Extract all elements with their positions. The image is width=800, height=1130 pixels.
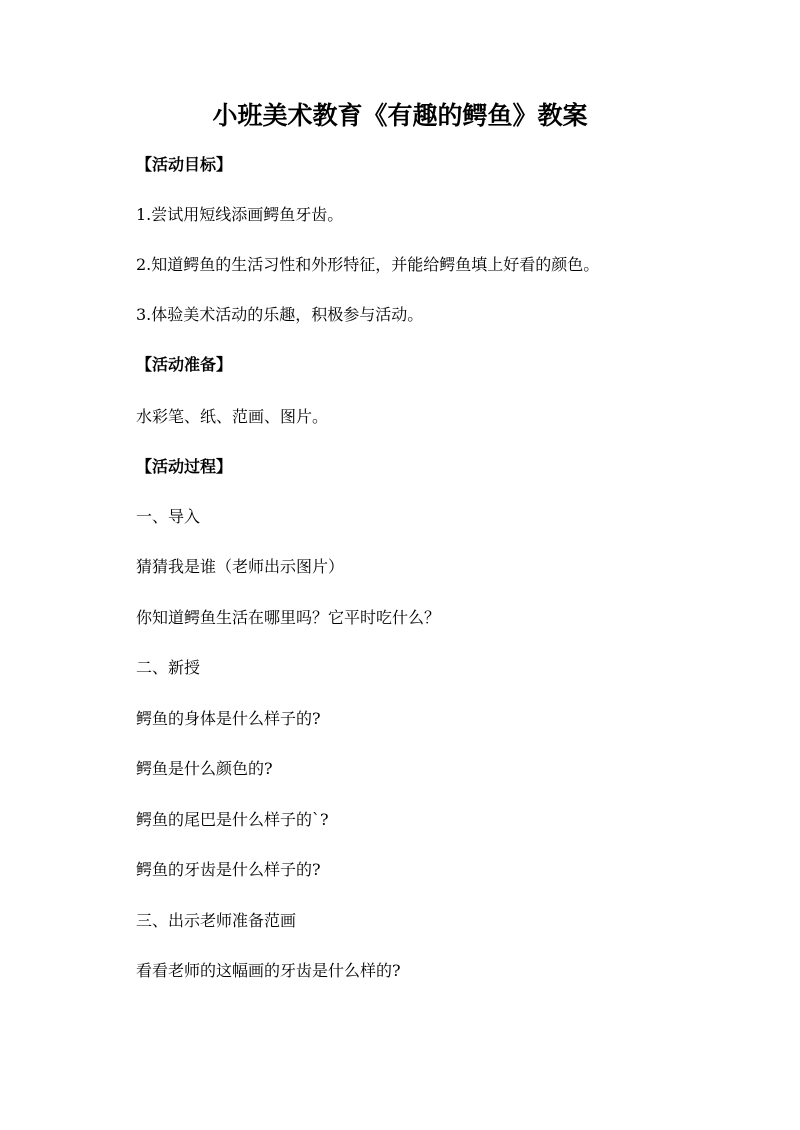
- paragraph-line: 看看老师的这幅画的牙齿是什么样的?: [136, 961, 401, 980]
- paragraph-line: 鳄鱼的牙齿是什么样子的?: [136, 860, 321, 879]
- paragraph-line: 鳄鱼的身体是什么样子的?: [136, 709, 321, 728]
- document-title: 小班美术教育《有趣的鳄鱼》教案: [212, 101, 588, 130]
- section-heading-process: 【活动过程】: [136, 457, 233, 476]
- paragraph-line: 3.体验美术活动的乐趣，积极参与活动。: [136, 305, 424, 324]
- paragraph-line: 你知道鳄鱼生活在哪里吗？它平时吃什么？: [136, 608, 441, 627]
- section-heading-preparation: 【活动准备】: [136, 355, 233, 374]
- section-heading-goals: 【活动目标】: [136, 155, 233, 174]
- paragraph-line: 1.尝试用短线添画鳄鱼牙齿。: [136, 205, 344, 224]
- paragraph-line: 2.知道鳄鱼的生活习性和外形特征，并能给鳄鱼填上好看的颜色。: [136, 255, 600, 274]
- paragraph-line: 一、导入: [136, 507, 201, 526]
- paragraph-line: 二、新授: [136, 658, 201, 677]
- paragraph-line: 鳄鱼是什么颜色的?: [136, 759, 273, 778]
- paragraph-line: 水彩笔、纸、范画、图片。: [136, 407, 329, 426]
- paragraph-line: 三、出示老师准备范画: [136, 911, 297, 930]
- paragraph-line: 猜猜我是谁（老师出示图片）: [136, 557, 345, 576]
- paragraph-line: 鳄鱼的尾巴是什么样子的`?: [136, 810, 329, 829]
